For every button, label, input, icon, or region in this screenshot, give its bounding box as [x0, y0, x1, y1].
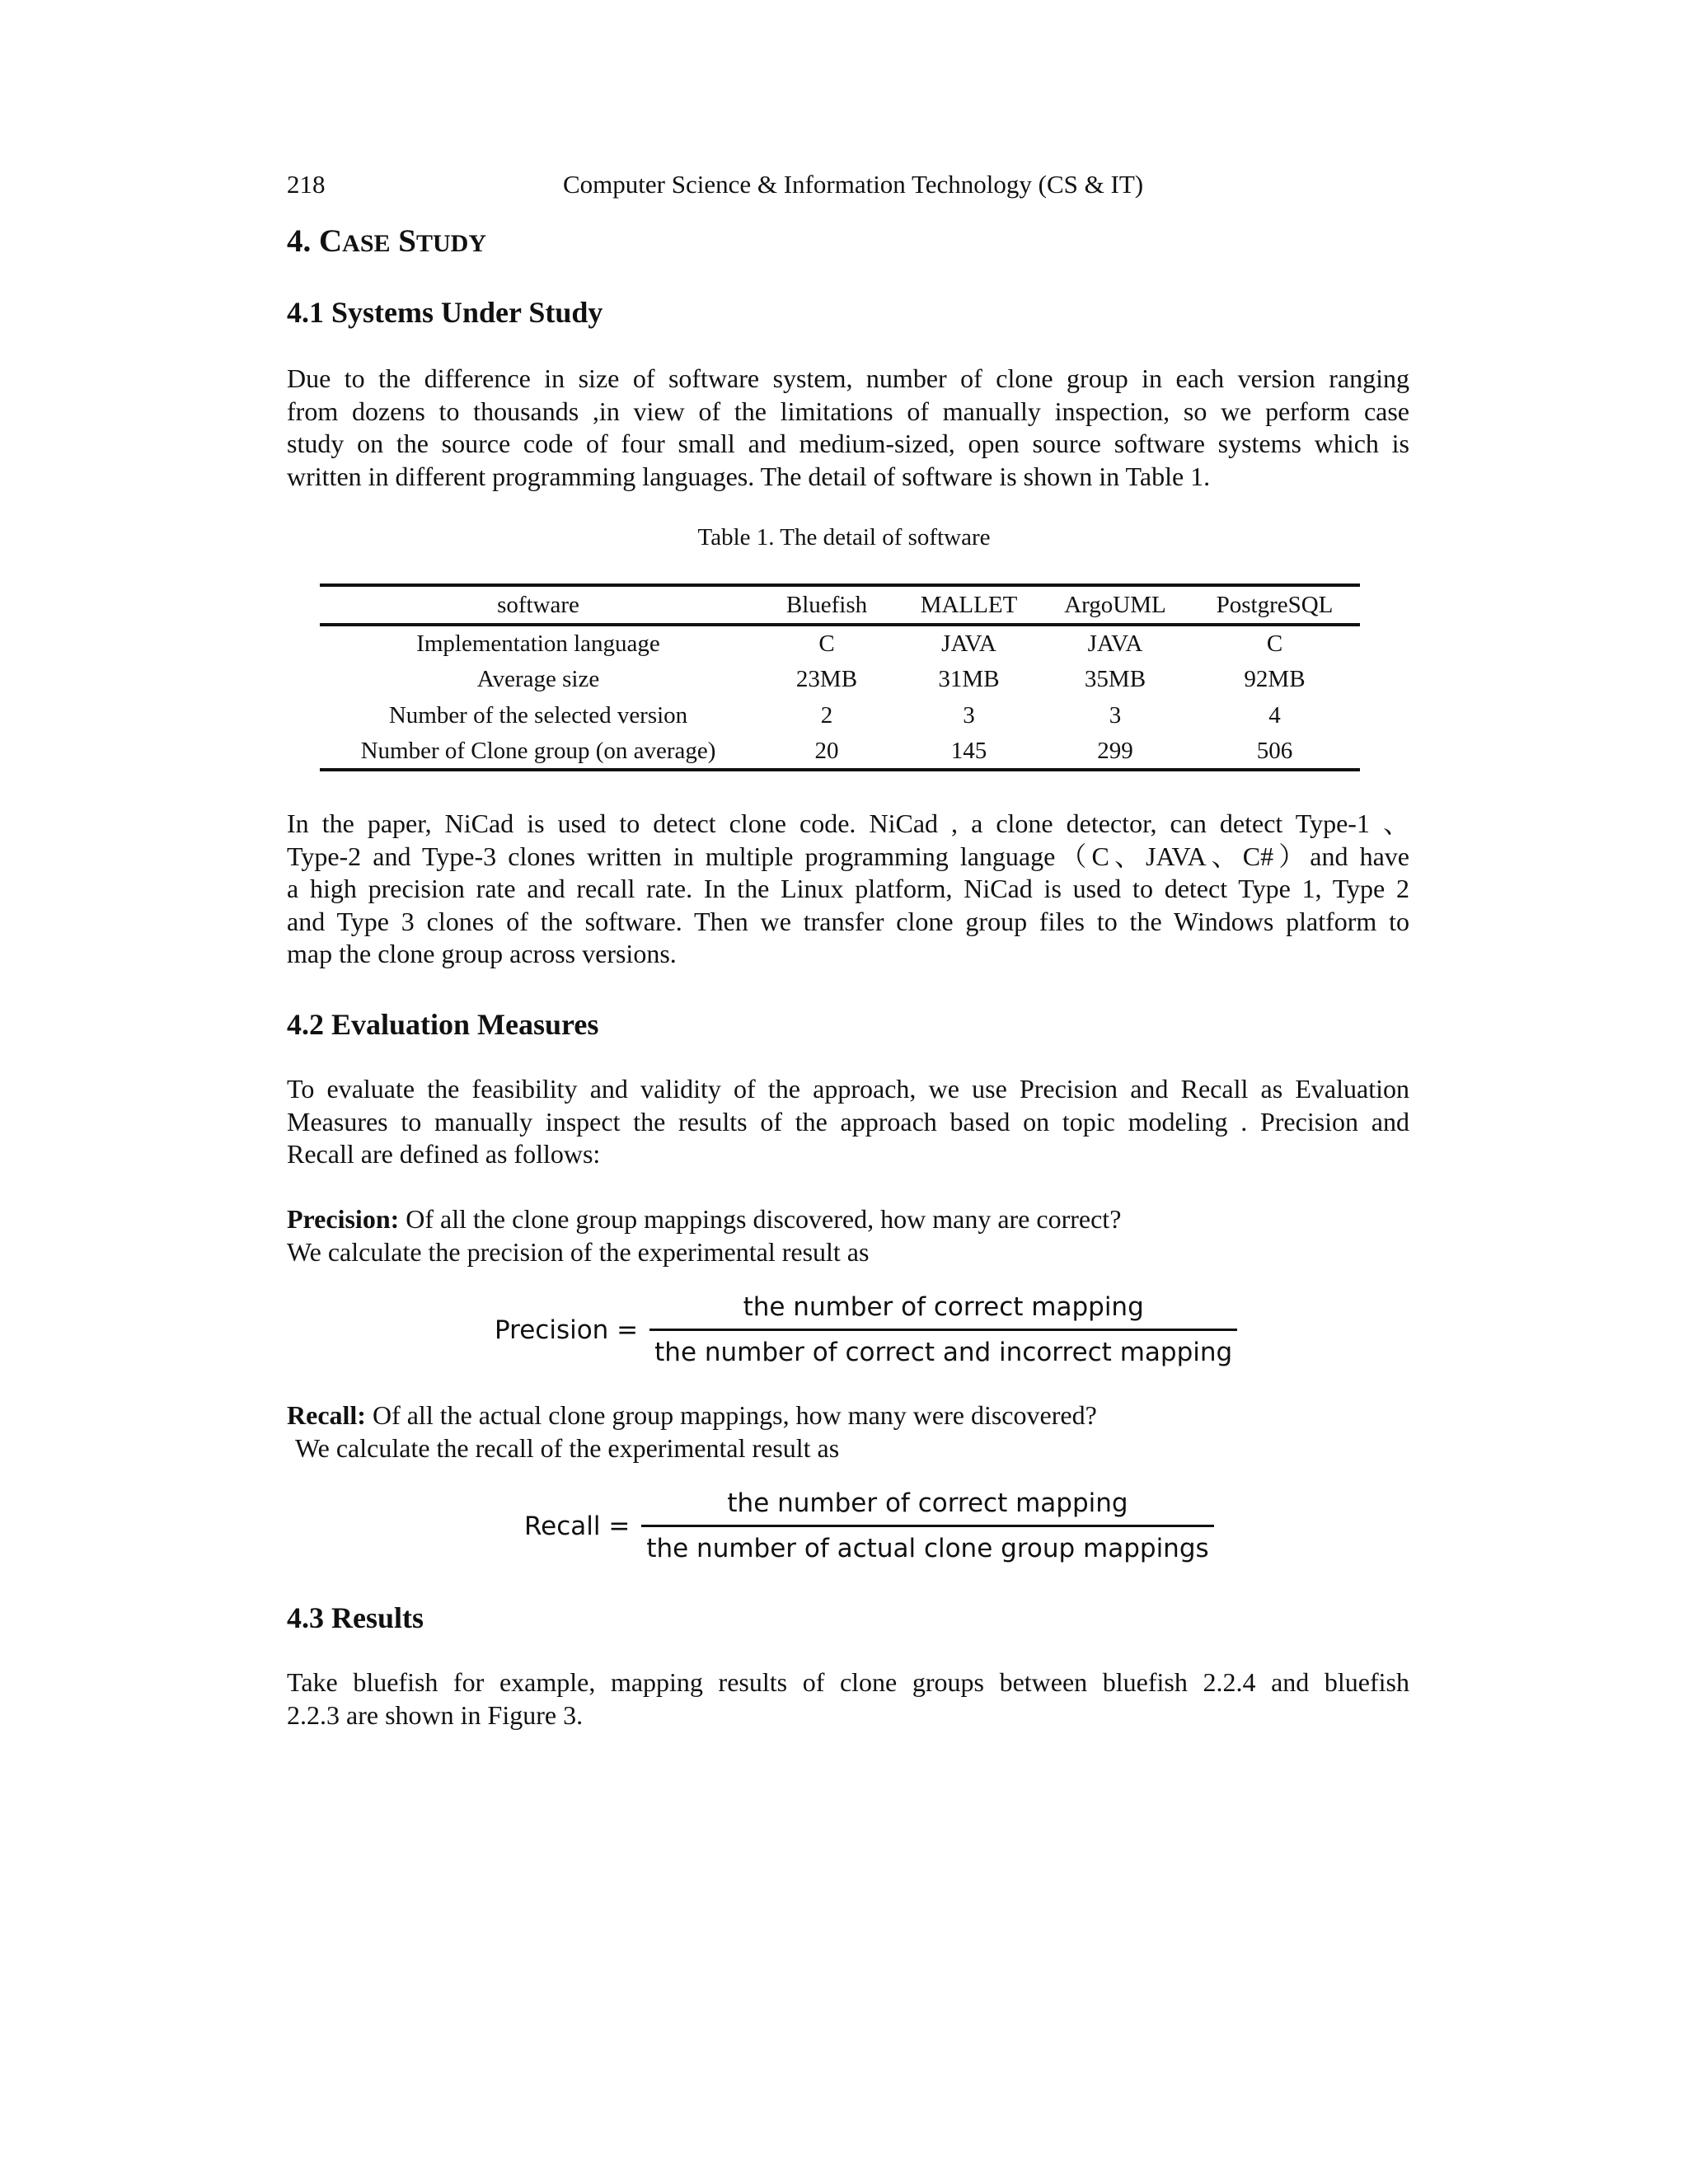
- text-line: Take bluefish for example, mapping results of clone groups between bluefish 2.2.4 and bluefish: [287, 1667, 1409, 1697]
- running-title: Computer Science & Information Technology (CS & IT): [563, 170, 1144, 199]
- precision-formula: [495, 1292, 1237, 1367]
- text-line: In the paper, NiCad is used to detect clone code. NiCad , a clone detector, can detect Type-1 、: [287, 808, 1409, 838]
- table-cell: 31MB: [938, 665, 1000, 692]
- table-row: [320, 625, 1360, 661]
- table-cell: 92MB: [1244, 665, 1306, 692]
- recall-numerator: the number of correct mapping: [727, 1488, 1128, 1518]
- table-cell: 35MB: [1084, 665, 1146, 692]
- paragraph-evaluation: [287, 1073, 1409, 1171]
- precision-fraction: [649, 1292, 1237, 1367]
- table-cell: JAVA: [1087, 630, 1143, 657]
- precision-lhs: Precision =: [495, 1315, 639, 1345]
- table-header-cell: software: [497, 591, 579, 618]
- table-cell: 20: [814, 737, 839, 764]
- table-header-cell: PostgreSQL: [1216, 591, 1334, 618]
- recall-lhs: Recall =: [524, 1511, 631, 1541]
- text-line: from dozens to thousands ,in view of the limitations of manually inspection, so we perform case: [287, 396, 1409, 426]
- subsection-heading-4-3: 4.3 Results: [287, 1601, 424, 1634]
- table-header-cell: Bluefish: [785, 591, 868, 618]
- paragraph-nicad: [287, 808, 1409, 971]
- paragraph-systems: [287, 363, 1409, 493]
- text-line: To evaluate the feasibility and validity of the approach, we use Precision and Recall as Evaluation: [287, 1074, 1409, 1104]
- text-line: map the clone group across versions.: [287, 939, 677, 968]
- section-heading: [287, 223, 486, 260]
- recall-formula: [524, 1488, 1214, 1563]
- section-title-ase: ASE: [342, 230, 391, 257]
- text-line: [287, 1203, 1409, 1236]
- table-cell: Average size: [476, 665, 600, 692]
- precision-numerator: the number of correct mapping: [743, 1292, 1144, 1322]
- table-cell: Number of the selected version: [388, 701, 688, 729]
- recall-label: Recall:: [287, 1400, 366, 1430]
- text-line: a high precision rate and recall rate. In the Linux platform, NiCad is used to detect Type 1, Type 2: [287, 874, 1409, 903]
- precision-question: Of all the clone group mappings discovered, how many are correct?: [399, 1204, 1122, 1234]
- table-row: [320, 733, 1360, 770]
- text-line: We calculate the recall of the experimental result as: [295, 1432, 840, 1463]
- table-header-cell: MALLET: [920, 591, 1018, 618]
- table-caption: Table 1. The detail of software: [697, 524, 991, 551]
- table-cell: 3: [1109, 701, 1122, 729]
- table-cell: Implementation language: [416, 630, 660, 657]
- recall-fraction: [641, 1488, 1213, 1563]
- text-line: 2.2.3 are shown in Figure 3.: [287, 1699, 584, 1730]
- paragraph-precision: [287, 1203, 1409, 1268]
- table-cell: 299: [1097, 737, 1133, 764]
- table-cell: JAVA: [941, 630, 996, 657]
- page-number: 218: [287, 170, 326, 199]
- paragraph-recall: [287, 1399, 1409, 1465]
- table-header-cell: ArgoUML: [1064, 591, 1166, 618]
- subsection-heading-4-2: 4.2 Evaluation Measures: [287, 1008, 599, 1041]
- text-line: [287, 1399, 1409, 1432]
- table-cell: 506: [1256, 737, 1293, 764]
- table-cell: C: [818, 630, 835, 657]
- subsection-heading-4-1: 4.1 Systems Under Study: [287, 296, 603, 329]
- paragraph-results: [287, 1666, 1409, 1732]
- section-number: 4.: [287, 223, 312, 259]
- text-line: study on the source code of four small and medium-sized, open source software systems which is: [287, 429, 1409, 458]
- table-header-row: [320, 585, 1360, 625]
- table-row: [320, 697, 1360, 733]
- table-row: [320, 661, 1360, 697]
- table-cell: C: [1266, 630, 1283, 657]
- software-detail-table: [320, 583, 1360, 771]
- precision-label: Precision:: [287, 1204, 400, 1234]
- recall-question: Of all the actual clone group mappings, how many were discovered?: [365, 1400, 1097, 1430]
- section-title-c: C: [319, 223, 343, 259]
- section-title-tudy: TUDY: [415, 230, 486, 257]
- section-title-s: S: [398, 223, 416, 259]
- recall-denominator: the number of actual clone group mappings: [646, 1534, 1209, 1563]
- text-line: Measures to manually inspect the results of the approach based on topic modeling . Precision and: [287, 1106, 1409, 1137]
- table-cell: 145: [950, 737, 987, 764]
- text-line: and Type 3 clones of the software. Then we transfer clone group files to the Windows platform to: [287, 906, 1409, 936]
- table-cell: 23MB: [795, 665, 858, 692]
- text-line: We calculate the precision of the experimental result as: [287, 1236, 870, 1267]
- text-line: Type-2 and Type-3 clones written in multiple programming language（C、JAVA、C#）and have: [287, 841, 1409, 871]
- text-line: Recall are defined as follows:: [287, 1139, 601, 1169]
- precision-denominator: the number of correct and incorrect mapping: [654, 1338, 1233, 1367]
- table-cell: 4: [1268, 701, 1281, 729]
- table-cell: 3: [963, 701, 975, 729]
- text-line: written in different programming languages. The detail of software is shown in Table 1.: [287, 461, 1211, 491]
- table-cell: 2: [820, 701, 833, 729]
- text-line: Due to the difference in size of software system, number of clone group in each version ranging: [287, 363, 1409, 393]
- table-cell: Number of Clone group (on average): [360, 737, 716, 764]
